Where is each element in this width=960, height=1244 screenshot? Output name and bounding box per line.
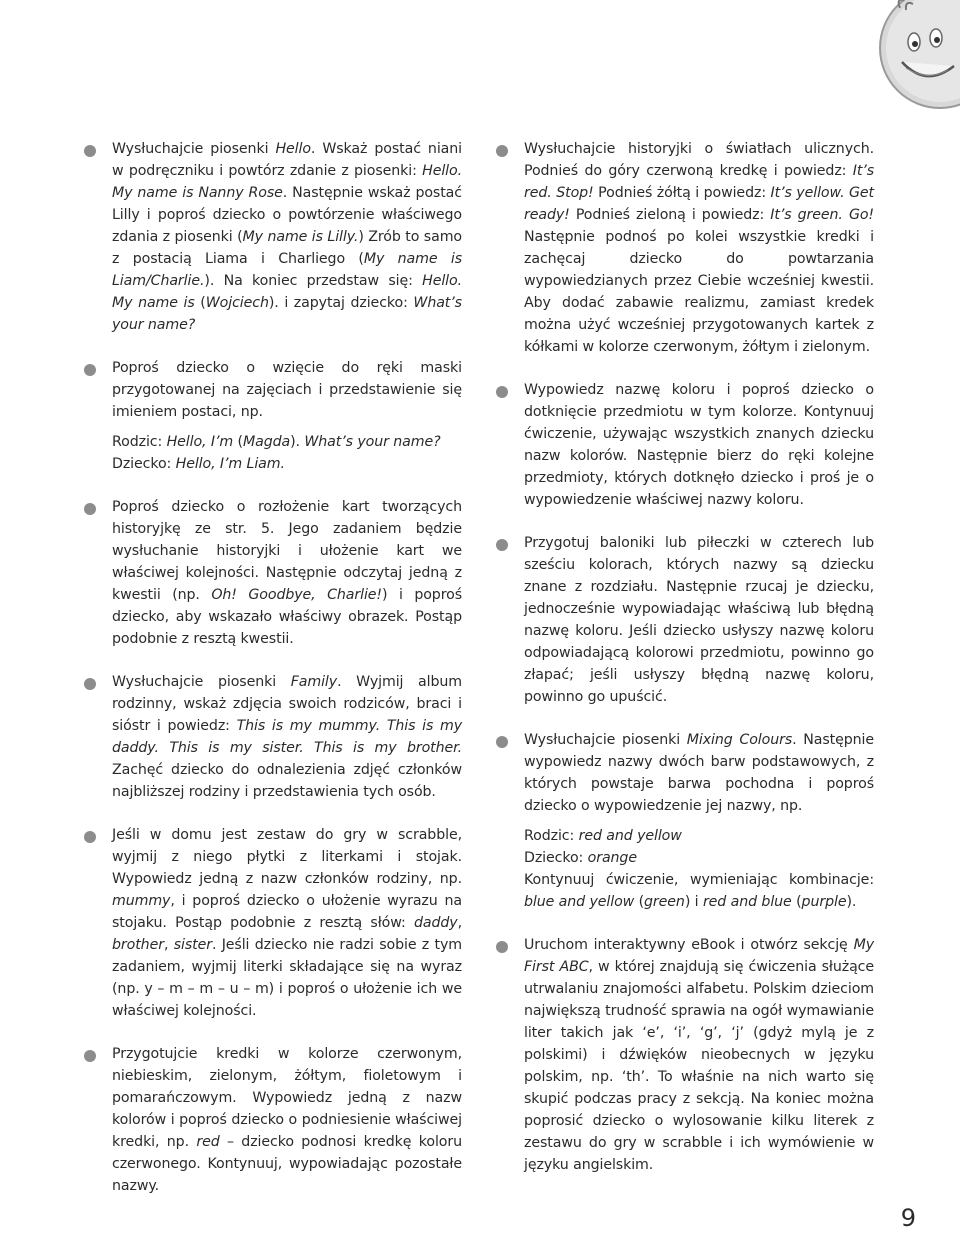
list-item	[84, 1043, 462, 1197]
text: Zachęć dziecko do odnalezienia zdjęć członków najbliższej rodziny i przedstawienia tych osób.	[112, 762, 462, 800]
text: Przygotujcie kredki w kolorze czerwonym, niebieskim, zielonym, żółtym, fioletowym i pomarańczowym. Wypowiedz jedną z nazw kolorów i poproś dziecko o podniesienie właściwej kredki, np.	[112, 1046, 462, 1150]
text: (	[233, 434, 243, 450]
text: Podnieś zieloną i powiedz:	[569, 207, 771, 223]
italic-text: mummy	[112, 893, 171, 909]
italic-text: What’s your name?	[112, 295, 462, 333]
bullet-icon	[496, 736, 508, 748]
italic-text: daddy	[413, 915, 458, 931]
paragraph: Wypowiedz nazwę koloru i poproś dziecko o dotknięcie przedmiotu w tym kolorze. Kontynuuj ćwiczenie, używając wszystkich znanych dziecku nazw kolorów. Następnie bierz do ręki kolejne przedmioty, których dotknęło dziecko i proś je o wypowiedzenie właściwej nazwy koloru.	[524, 382, 874, 508]
list-item	[84, 496, 462, 650]
italic-text: Magda	[242, 434, 291, 450]
bullet-icon	[496, 539, 508, 551]
list-item	[496, 138, 874, 358]
italic-text: This is my mummy. This is my daddy. This is my sister. This is my brother.	[112, 718, 462, 756]
paragraph	[112, 431, 462, 453]
italic-text: green	[644, 894, 685, 910]
bullet-icon	[496, 386, 508, 398]
text: , w której znajdują się ćwiczenia służące utrwalaniu znajomości alfabetu. Polskim dzieciom największą trudność sprawia na ogół wymawianie liter takich jak ‘e’, ‘i’, ‘g’, ‘j’ (gdyż mylą je z polskimi) i dźwięków nieobecnych w języku polskim, np. ‘th’. To właśnie na nich warto się skupić podczas pracy z sekcją. Na koniec można poprosić dziecko o wylosowanie kilku literek z zestawu do gry w scrabble i ich wymówienie w języku angielskim.	[524, 959, 874, 1173]
text: Poproś dziecko o rozłożenie kart tworzących historyjkę ze str. 5. Jego zadaniem będzie wysłuchanie historyjki i ułożenie kart we właściwej kolejności. Następnie odczytaj jedną z kwestii (np.	[112, 499, 462, 603]
bullet-icon	[84, 503, 96, 515]
text: Jeśli w domu jest zestaw do gry w scrabble, wyjmij z niego płytki z literkami i stojak. Wypowiedz jedną z nazw członków rodziny, np.	[112, 827, 462, 887]
text: ).	[846, 894, 857, 910]
text: . Następnie wypowiedz nazwy dwóch barw podstawowych, z których powstaje barwa pochodna i poproś dziecko o wypowiedzenie jej nazwy, np.	[524, 732, 874, 814]
italic-text: Wojciech	[205, 295, 269, 311]
list-item	[84, 671, 462, 803]
text: Wysłuchajcie piosenki	[112, 141, 276, 157]
italic-text: Mixing Colours	[686, 732, 793, 748]
paragraph: Przygotuj baloniki lub piłeczki w czterech lub sześciu kolorach, których nazwy są dziecku znane z rozdziału. Następnie rzucaj je dziecku, jednocześnie wypowiadając właściwą lub błędną nazwę koloru. Jeśli dziecko usłyszy nazwę koloru odpowiadającą kolorowi przedmiotu, powinno go złapać; jeśli usłyszy błędną nazwę koloru, powinno go upuścić.	[524, 535, 874, 705]
text: ,	[163, 937, 174, 953]
text: ).	[290, 434, 305, 450]
page-number: 9	[900, 1204, 916, 1232]
text: Następnie podnoś po kolei wszystkie kredki i zachęcaj dziecko do powtarzania wypowiedzianych przez Ciebie wcześniej kwestii. Aby dodać zabawie realizmu, zamiast kredek można użyć wcześniej przygotowanych kartek z kółkami w kolorze czerwonym, żółtym i zielonym.	[524, 229, 874, 355]
italic-text: Hello, I’m Liam.	[175, 456, 285, 472]
text: Uruchom interaktywny eBook i otwórz sekcję	[524, 937, 854, 953]
italic-text: What’s your name?	[304, 434, 441, 450]
bullet-icon	[84, 145, 96, 157]
text: – dziecko podnosi kredkę koloru czerwonego. Kontynuuj, wypowiadając pozostałe nazwy.	[112, 1134, 462, 1194]
text: . Wyjmij album rodzinny, wskaż zdjęcia swoich rodziców, braci i sióstr i powiedz:	[112, 674, 462, 734]
right-column	[496, 138, 874, 1197]
italic-text: My name is Lilly.	[242, 229, 359, 245]
left-column	[84, 138, 462, 1218]
italic-text: Hello. My name is Nanny Rose	[112, 163, 462, 201]
italic-text: It’s red. Stop!	[524, 163, 874, 201]
text: ) i	[684, 894, 703, 910]
paragraph	[112, 1043, 462, 1197]
text: ). i zapytaj dziecko:	[268, 295, 414, 311]
paragraph	[112, 671, 462, 803]
paragraph	[524, 847, 874, 869]
paragraph	[112, 824, 462, 1022]
text: . Jeśli dziecko nie radzi sobie z tym zadaniem, wyjmij literki składające się na wyraz (np. y – m – m – u – m) i poproś o ułożenie ich we właściwej kolejności.	[112, 937, 462, 1019]
text: ) i poproś dziecko, aby wskazało właściwy obrazek. Postąp podobnie z resztą kwestii.	[112, 587, 462, 647]
bullet-icon	[496, 145, 508, 157]
text: , i poproś dziecko o ułożenie wyrazu na stojaku. Postąp podobnie z resztą słów:	[112, 893, 462, 931]
list-item	[496, 379, 874, 511]
italic-text: purple	[801, 894, 847, 910]
italic-text: Hello, I’m	[166, 434, 234, 450]
paragraph	[112, 496, 462, 650]
paragraph	[524, 729, 874, 817]
paragraph	[112, 453, 462, 475]
text: . Wskaż postać niani w podręczniku i powtórz zdanie z piosenki:	[112, 141, 462, 179]
italic-text: brother	[112, 937, 164, 953]
italic-text: It’s green. Go!	[770, 207, 874, 223]
bullet-icon	[84, 1050, 96, 1062]
italic-text: My name is Liam/Charlie.	[112, 251, 462, 289]
paragraph	[524, 934, 874, 1176]
paragraph	[524, 825, 874, 847]
italic-text: red and blue	[702, 894, 792, 910]
list-item	[496, 532, 874, 708]
text: Wysłuchajcie historyjki o światłach ulicznych. Podnieś do góry czerwoną kredkę i powiedz:	[524, 141, 874, 179]
paragraph	[112, 138, 462, 336]
italic-text: Oh! Goodbye, Charlie!	[211, 587, 383, 603]
paragraph	[524, 138, 874, 358]
italic-text: red	[196, 1134, 220, 1150]
text: Kontynuuj ćwiczenie, wymieniając kombinacje:	[524, 872, 874, 888]
mascot-face-icon	[840, 0, 960, 110]
italic-text: blue and yellow	[524, 894, 635, 910]
text: (	[791, 894, 802, 910]
text: . Następnie wskaż postać Lilly i poproś dziecko o powtórzenie właściwego zdania z piosenki (	[112, 185, 462, 245]
bullet-icon	[84, 678, 96, 690]
list-item	[496, 934, 874, 1176]
text: Rodzic:	[524, 828, 579, 844]
text: Rodzic:	[112, 434, 167, 450]
text: ,	[457, 915, 462, 931]
list-item	[496, 729, 874, 913]
text: Dziecko:	[524, 850, 588, 866]
text: Dziecko:	[112, 456, 176, 472]
italic-text: Hello	[275, 141, 311, 157]
text: ). Na koniec przedstaw się:	[204, 273, 423, 289]
italic-text: My First ABC	[524, 937, 874, 975]
list-item	[84, 824, 462, 1022]
italic-text: sister	[173, 937, 212, 953]
bullet-icon	[496, 941, 508, 953]
list-item	[84, 138, 462, 336]
text: (	[194, 295, 206, 311]
list-item	[84, 357, 462, 475]
italic-text: red and yellow	[578, 828, 682, 844]
text: Podnieś żółtą i powiedz:	[593, 185, 771, 201]
text: ) Zrób to samo z postacią Liama i Charliego (	[112, 229, 462, 267]
bullet-icon	[84, 364, 96, 376]
bullet-icon	[84, 831, 96, 843]
text: (	[634, 894, 645, 910]
paragraph: Poproś dziecko o wzięcie do ręki maski przygotowanej na zajęciach i przedstawienie się imieniem postaci, np.	[112, 360, 462, 420]
italic-text: orange	[587, 850, 637, 866]
text: Wysłuchajcie piosenki	[524, 732, 687, 748]
text: Wysłuchajcie piosenki	[112, 674, 291, 690]
paragraph	[524, 869, 874, 913]
italic-text: Hello. My name is	[112, 273, 462, 311]
italic-text: Family	[290, 674, 338, 690]
italic-text: It’s yellow. Get ready!	[524, 185, 875, 223]
